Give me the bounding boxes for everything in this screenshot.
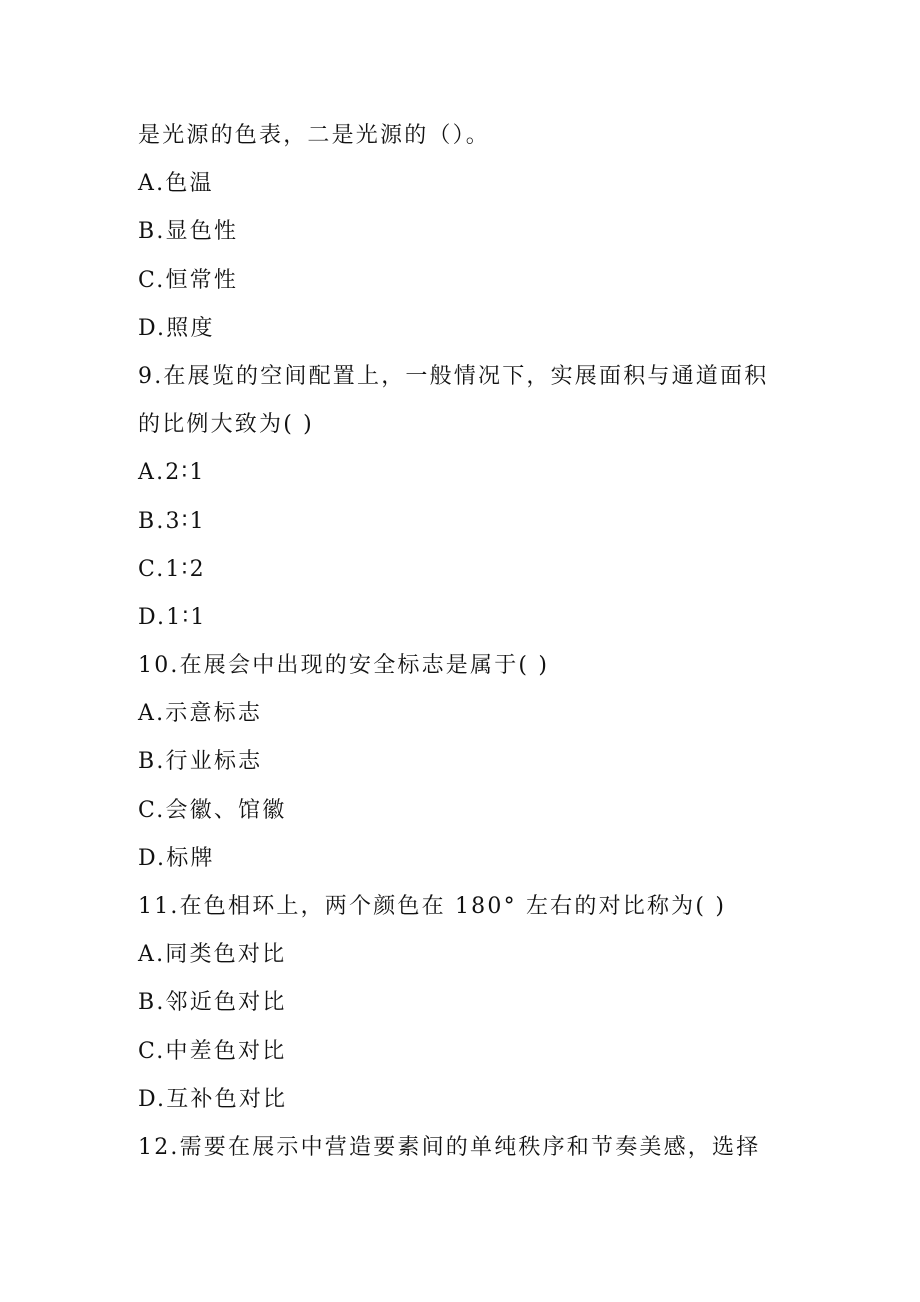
question-11-option-b: B.邻近色对比: [138, 990, 287, 1016]
question-10-option-b: B.行业标志: [138, 749, 263, 775]
question-11-option-c: C.中差色对比: [138, 1038, 287, 1064]
question-9-stem-line-1: 9.在展览的空间配置上，一般情况下，实展面积与通道面积: [138, 363, 769, 389]
document-body: [138, 112, 798, 1172]
question-11-stem: 11.在色相环上，两个颜色在 180° 左右的对比称为( ): [138, 894, 727, 919]
question-8-continuation: 是光源的色表，二是光源的（）。: [138, 123, 491, 148]
question-9-option-d: D.1∶1: [138, 604, 207, 630]
question-10-option-a: A.示意标志: [138, 701, 263, 727]
question-8-option-d: D.照度: [138, 315, 215, 341]
question-9-option-b: B.3∶1: [138, 508, 206, 534]
question-10-option-d: D.标牌: [138, 845, 215, 871]
question-8-option-b: B.显色性: [138, 219, 239, 245]
question-8-option-c: C.恒常性: [138, 267, 239, 293]
question-9-option-c: C.1∶2: [138, 556, 206, 582]
question-11-option-a: A.同类色对比: [138, 942, 287, 968]
question-8-option-a: A.色温: [138, 171, 214, 197]
question-11-option-d: D.互补色对比: [138, 1086, 288, 1112]
question-10-stem: 10.在展会中出现的安全标志是属于( ): [138, 653, 550, 679]
question-9-option-a: A.2∶1: [138, 460, 206, 486]
question-10-option-c: C.会徽、馆徽: [138, 797, 287, 823]
question-12-stem-line-1: 12.需要在展示中营造要素间的单纯秩序和节奏美感，选择: [138, 1134, 761, 1160]
question-9-stem-line-2: 的比例大致为( ): [138, 412, 314, 438]
